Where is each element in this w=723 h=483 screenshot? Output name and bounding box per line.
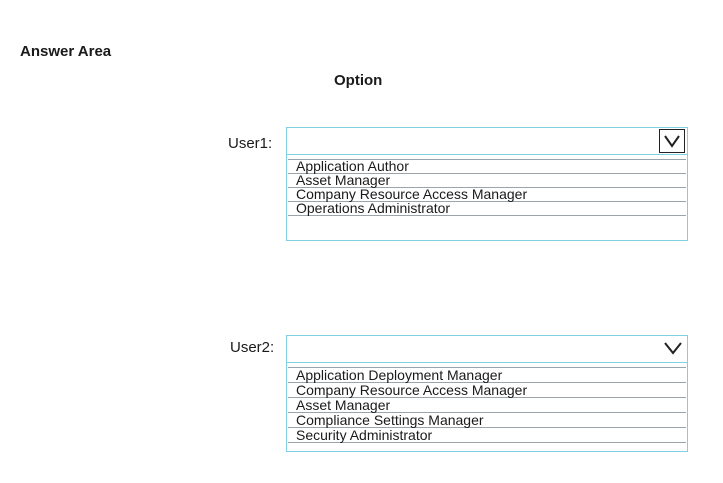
user2-option[interactable]: Application Deployment Manager	[288, 367, 686, 383]
user1-option[interactable]: Company Resource Access Manager	[288, 187, 686, 202]
user2-option[interactable]: Company Resource Access Manager	[288, 382, 686, 398]
user1-options-list	[287, 155, 687, 219]
option-column-header: Option	[334, 72, 383, 89]
user1-select-box[interactable]	[287, 128, 687, 155]
user2-option[interactable]: Compliance Settings Manager	[288, 412, 686, 428]
user2-options-list	[287, 363, 687, 446]
chevron-down-icon[interactable]	[659, 129, 685, 153]
user1-label: User1:	[228, 135, 273, 152]
user2-option[interactable]: Security Administrator	[288, 427, 686, 443]
user2-dropdown[interactable]	[286, 335, 688, 452]
user1-option[interactable]: Application Author	[288, 159, 686, 174]
user1-dropdown[interactable]	[286, 127, 688, 241]
user2-option[interactable]: Asset Manager	[288, 397, 686, 413]
chevron-down-icon[interactable]	[661, 337, 685, 359]
user1-option[interactable]: Operations Administrator	[288, 201, 686, 216]
user2-label: User2:	[230, 339, 275, 356]
answer-area-title: Answer Area	[20, 43, 112, 60]
user2-select-box[interactable]	[287, 336, 687, 363]
user1-option[interactable]: Asset Manager	[288, 173, 686, 188]
